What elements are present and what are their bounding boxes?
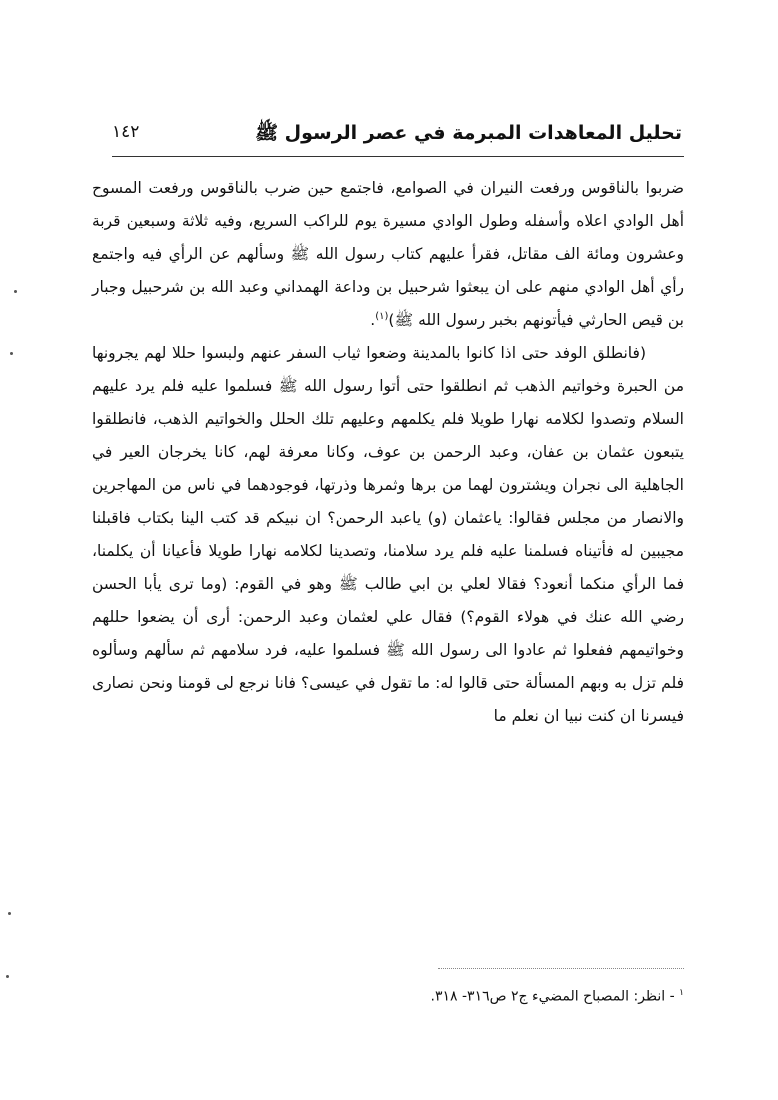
main-text bbox=[92, 172, 684, 733]
scan-speck bbox=[10, 352, 13, 355]
header-rule bbox=[112, 156, 684, 157]
paragraph-end: . bbox=[370, 311, 376, 329]
footnote bbox=[124, 980, 684, 1010]
paragraph bbox=[92, 172, 684, 337]
scan-speck bbox=[6, 975, 9, 978]
footnote-reference[interactable]: (١) bbox=[375, 310, 389, 322]
footnote-rule bbox=[438, 968, 684, 969]
page-number: ١٤٢ bbox=[112, 122, 140, 142]
paragraph: (فانطلق الوفد حتى اذا كانوا بالمدينة وضعوا ثياب السفر عنهم ولبسوا حللا لهم يجرونها من الحبرة وخواتيم الذهب ثم انطلقوا حتى أتوا رسول الله ﷺ فسلموا عليه فلم يرد عليهم السلام وتصدوا لكلامه نهارا طويلا فلم يكلمهم وعليهم تلك الحلل والخواتيم الذهب، فانطلقوا يتبعون عثمان بن عفان، وعبد الرحمن بن عوف، وكانا معرفة لهم، كانا يخرجان العير في الجاهلية الى نجران ويشترون لهما من برها وثمرها وذرتها، فوجودهما في ناس من المهاجرين والانصار من مجلس فقالوا: ياعثمان (و) ياعبد الرحمن؟ ان نبيكم قد كتب الينا بكتاب فاقبلنا مجيبين له فأتيناه فسلمنا عليه فلم يرد سلامنا، وتصدينا لكلامه نهارا طويلا فأعيانا أن يكلمنا، فما الرأي منكما أنعود؟ فقالا لعلي بن ابي طالب ﷺ وهو في القوم: (وما ترى يأبا الحسن رضي الله عنك في هولاء القوم؟) فقال علي لعثمان وعبد الرحمن: أرى أن يضعوا حللهم وخواتيمهم ففعلوا ثم عادوا الى رسول الله ﷺ فسلموا عليه، فرد سلامهم ثم سألهم وسألوه فلم تزل به وبهم المسألة حتى قالوا له: ما تقول في عيسى؟ فانا نرجع لى قومنا ونحن نصارى فيسرنا ان كنت نبيا ان نعلم ما bbox=[92, 344, 684, 725]
scan-speck bbox=[8, 912, 11, 915]
paragraph-text: ضربوا بالناقوس ورفعت النيران في الصوامع، فاجتمع حين ضرب بالناقوس ورفعت المسوح أهل الوادي اعلاه وأسفله وطول الوادي مسيرة يوم للراكب السريع، وفيه ثلاثة وسبعين قربة وعشرون ومائة الف مقاتل، فقرأ عليهم كتاب رسول الله ﷺ وسألهم عن الرأي فيه واجتمع رأي أهل الوادي منهم على ان يبعثوا شرحبيل بن وداعة الهمداني وعبد الله بن شرحبيل وجبار بن قيص الحارثي فيأتونهم بخبر رسول الله ﷺ) bbox=[92, 179, 684, 329]
scan-speck bbox=[14, 290, 17, 293]
running-title: تحليل المعاهدات المبرمة في عصر الرسول ﷺ bbox=[255, 122, 682, 144]
footnote-text: - انظر: المصباح المضيء ج٢ ص٣١٦- ٣١٨. bbox=[430, 988, 675, 1005]
footnote-marker: ١ bbox=[679, 988, 684, 998]
page-header bbox=[112, 118, 682, 154]
